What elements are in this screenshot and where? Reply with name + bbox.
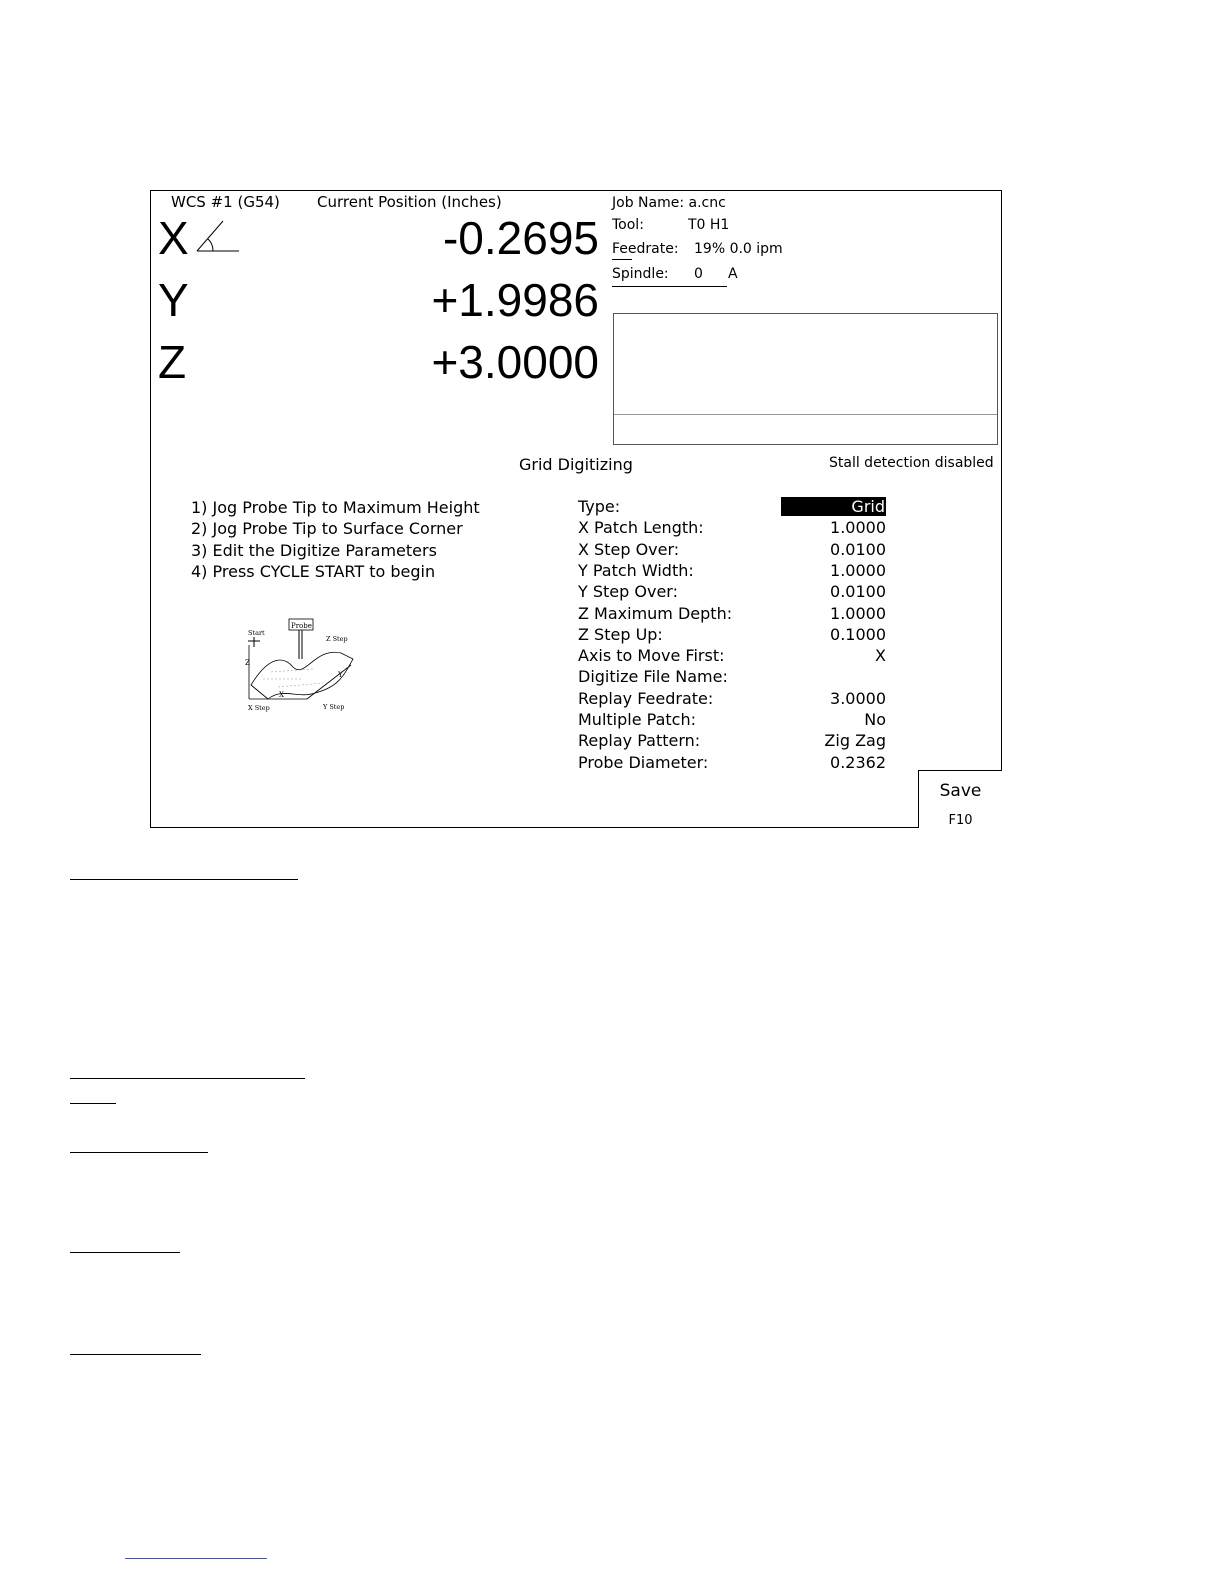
param-row[interactable] — [578, 625, 886, 646]
param-label: X Patch Length: — [578, 518, 704, 538]
param-label: Replay Feedrate: — [578, 688, 714, 708]
feedrate-value: 19% 0.0 ipm — [694, 241, 783, 257]
param-row[interactable] — [578, 667, 886, 688]
doc-heading-underline — [70, 1252, 180, 1253]
param-value[interactable]: 1.0000 — [830, 603, 886, 623]
doc-heading-underline — [70, 1103, 116, 1104]
param-row[interactable] — [578, 731, 886, 752]
diagram-x-label: X — [279, 691, 284, 699]
doc-heading-underline — [70, 1152, 208, 1153]
digitize-diagram — [243, 617, 363, 717]
axis-x-value: -0.2695 — [442, 212, 599, 264]
param-value[interactable]: 0.0100 — [830, 539, 886, 559]
step-item: 4) Press CYCLE START to begin — [191, 561, 436, 581]
param-value[interactable]: X — [875, 646, 886, 666]
param-row[interactable] — [578, 604, 886, 625]
diagram-z-label: Z — [245, 659, 250, 667]
message-box-divider — [614, 414, 997, 415]
param-row[interactable] — [578, 646, 886, 667]
param-value[interactable]: 0.1000 — [830, 624, 886, 644]
param-row[interactable] — [578, 561, 886, 582]
param-label: X Step Over: — [578, 539, 680, 559]
doc-heading-underline — [70, 879, 298, 880]
diagram-ystep-label: Y Step — [323, 703, 345, 711]
step-item: 1) Jog Probe Tip to Maximum Height — [191, 498, 480, 517]
param-row[interactable] — [578, 689, 886, 710]
param-value[interactable]: No — [864, 710, 886, 729]
feedrate-label: Feedrate: — [612, 241, 679, 257]
diagram-xstep-label: X Step — [248, 704, 270, 712]
diagram-probe-label: Probe — [291, 622, 312, 630]
axis-z-value: +3.0000 — [431, 336, 599, 388]
param-value[interactable]: 0.2362 — [830, 752, 886, 772]
diagram-start-label: Start — [248, 629, 265, 637]
param-label: Z Maximum Depth: — [578, 603, 733, 623]
spindle-label: Spindle: — [612, 266, 669, 282]
save-button-key: F10 — [948, 813, 973, 828]
param-label: Multiple Patch: — [578, 710, 696, 729]
wcs-label: WCS #1 (G54) — [171, 193, 280, 211]
param-label: Type: — [578, 497, 621, 516]
screen-title: Grid Digitizing — [519, 455, 633, 474]
param-row[interactable] — [578, 518, 886, 539]
save-button-label: Save — [939, 781, 982, 801]
tool-label: Tool: — [612, 217, 644, 233]
feedrate-bar — [612, 259, 632, 260]
job-name: Job Name: a.cnc — [612, 195, 726, 211]
param-label: Replay Pattern: — [578, 731, 701, 751]
param-label: Z Step Up: — [578, 624, 663, 644]
param-row[interactable] — [578, 497, 886, 518]
axis-x-letter: X — [158, 212, 189, 264]
axis-y-value: +1.9986 — [431, 274, 599, 326]
digitize-screen — [150, 190, 1002, 828]
instruction-steps — [191, 497, 480, 582]
param-row[interactable] — [578, 540, 886, 561]
param-label: Y Patch Width: — [578, 560, 694, 580]
axis-z-letter: Z — [158, 336, 187, 388]
angle-icon — [195, 219, 241, 253]
doc-heading-underline — [70, 1354, 201, 1355]
param-value[interactable]: Zig Zag — [824, 731, 886, 751]
axis-y-letter: Y — [158, 274, 189, 326]
save-button[interactable] — [918, 770, 1002, 828]
param-value[interactable]: 1.0000 — [830, 560, 886, 580]
spindle-direction: A — [728, 266, 738, 282]
param-row[interactable] — [578, 753, 886, 774]
diagram-zstep-label: Z Step — [326, 635, 348, 643]
step-item: 2) Jog Probe Tip to Surface Corner — [191, 519, 463, 539]
param-label: Digitize File Name: — [578, 667, 728, 687]
message-box — [613, 313, 998, 445]
spindle-bar — [612, 286, 727, 287]
param-value-selected[interactable]: Grid — [781, 497, 886, 516]
param-label: Probe Diameter: — [578, 752, 709, 772]
spindle-value: 0 — [694, 266, 703, 282]
position-title: Current Position (Inches) — [317, 193, 502, 211]
param-row[interactable] — [578, 582, 886, 603]
param-row[interactable] — [578, 710, 886, 731]
param-value[interactable]: 3.0000 — [830, 688, 886, 708]
param-value[interactable]: 0.0100 — [830, 582, 886, 602]
param-value[interactable]: 1.0000 — [830, 518, 886, 538]
param-label: Y Step Over: — [578, 582, 678, 602]
tool-value: T0 H1 — [688, 217, 730, 233]
param-label: Axis to Move First: — [578, 646, 725, 666]
doc-heading-underline — [70, 1078, 305, 1079]
doc-link-underline[interactable] — [125, 1558, 267, 1559]
diagram-y-label: Y — [338, 671, 343, 679]
step-item: 3) Edit the Digitize Parameters — [191, 540, 437, 560]
stall-status: Stall detection disabled — [829, 455, 994, 471]
